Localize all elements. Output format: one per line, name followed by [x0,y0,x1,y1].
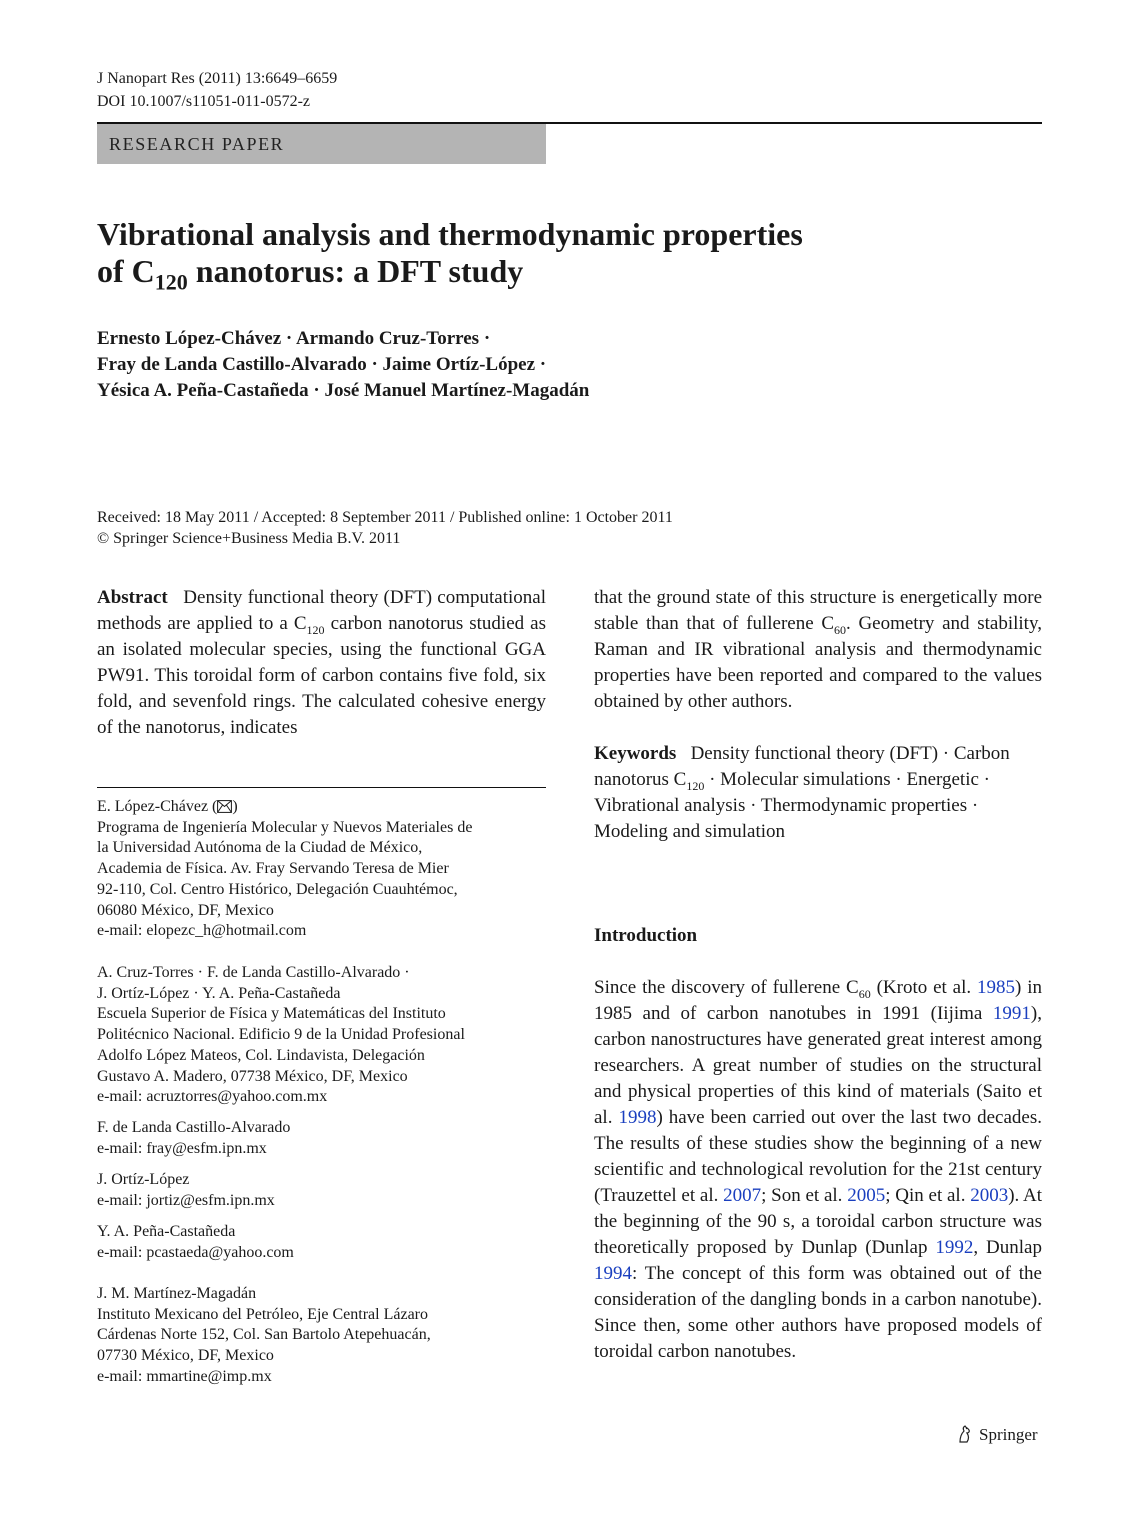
keywords-label: Keywords [594,743,677,764]
affiliation-6-line: 07730 México, DF, Mexico [97,1347,274,1365]
affiliation-6-line: Cárdenas Norte 152, Col. San Bartolo Atepehuacán, [97,1326,431,1344]
abstract-label: Abstract [97,587,168,608]
author-line-1: Ernesto López-Chávez · Armando Cruz-Torres · [97,328,491,349]
affiliation-5-name: Y. A. Peña-Castañeda [97,1223,236,1240]
citation-link[interactable]: 2003 [970,1185,1009,1206]
citation-link[interactable]: 1985 [977,977,1016,998]
citation-link[interactable]: 1991 [992,1003,1031,1024]
affiliation-2-line: J. Ortíz-López · Y. A. Peña-Castañeda [97,984,341,1002]
affiliation-1-name: E. López-Chávez ( ) [97,798,238,815]
affiliation-1-line: Academia de Física. Av. Fray Servando Teresa de Mier [97,860,449,878]
paper-title [97,216,997,300]
publisher-footer [955,1424,1038,1446]
springer-horse-icon [955,1424,975,1444]
affiliation-1 [97,797,546,942]
affiliation-2-line: Escuela Superior de Física y Matemáticas del Instituto [97,1005,446,1023]
abstract-continued: that the ground state of this structure is energetically more stable than that of fullerene $C_{60}$. Geometry and stability, Raman and IR vibrational analysis and thermodynamic properties have been reported and compared to the values obtained by other authors. [594,587,1042,712]
author-line-3: Yésica A. Peña-Castañeda · José Manuel Martínez-Magadán [97,380,590,401]
footnote-rule [97,787,546,788]
affiliation-4-name: J. Ortíz-López [97,1171,190,1188]
affiliation-1-line: Programa de Ingeniería Molecular y Nuevos Materiales de [97,818,473,836]
affiliation-6-line: Instituto Mexicano del Petróleo, Eje Central Lázaro [97,1305,428,1323]
affiliation-3 [97,1118,546,1159]
title-line-2: of $C_{120}$ nanotorus: a DFT study [97,253,524,295]
journal-volume: J Nanopart Res (2011) 13:6649–6659 [97,70,338,87]
affiliation-1-line: la Universidad Autónoma de la Ciudad de México, [97,839,423,857]
affiliation-4 [97,1170,546,1211]
affiliation-5 [97,1222,546,1263]
journal-citation [97,67,337,113]
affiliation-6 [97,1284,546,1388]
affiliation-6-email[interactable]: e-mail: mmartine@imp.mx [97,1367,272,1385]
title-line-1: Vibrational analysis and thermodynamic properties [97,216,803,252]
affiliation-2 [97,963,546,1108]
citation-link[interactable]: 1994 [594,1263,632,1284]
affiliation-3-email[interactable]: e-mail: fray@esfm.ipn.mx [97,1139,267,1157]
section-banner: RESEARCH PAPER [97,124,546,164]
author-list [97,326,997,404]
envelope-icon [217,800,232,813]
affiliation-6-name: J. M. Martínez-Magadán [97,1285,257,1302]
affiliation-5-email[interactable]: e-mail: pcastaeda@yahoo.com [97,1243,294,1261]
affiliation-3-name: F. de Landa Castillo-Alvarado [97,1119,291,1136]
affiliation-2-email[interactable]: e-mail: acruztorres@yahoo.com.mx [97,1088,328,1106]
introduction-heading: Introduction [594,925,698,946]
doi: DOI 10.1007/s11051-011-0572-z [97,93,311,110]
publication-dates [97,507,997,549]
introduction-paragraph: Since the discovery of fullerene $C_{60}$ (Kroto et al. 1985) in 1985 and of carbon nanotubes in 1991 (Iijima 1991), carbon nanostructures have generated great interest among researchers. A great number of studies on the structural and physical properties of this kind of materials (Saito et al. 1998) have been carried out over the last two decades. The results of these studies show the beginning of a new scientific and technological revolution for the 21st century (Trauzettel et al. 2007; Son et al. 2005; Qin et al. 2003). At the beginning of the 90 s, a toroidal carbon structure was theoretically proposed by Dunlap (Dunlap 1992, Dunlap 1994: The concept of this form was obtained out of the consideration of the dangling bonds in a carbon nanotube). Since then, some other authors have proposed models of toroidal carbon nanotubes. [594,977,1042,1362]
publisher-name: Springer [979,1425,1038,1444]
affiliation-4-email[interactable]: e-mail: jortiz@esfm.ipn.mx [97,1191,275,1209]
citation-link[interactable]: 2007 [723,1185,762,1206]
keywords: Keywords Density functional theory (DFT) · Carbon nanotorus $C_{120}$ · Molecular simulations · Energetic · Vibrational analysis · Thermodynamic properties · Modeling and simulation [594,743,1010,842]
affiliation-1-email[interactable]: e-mail: elopezc_h@hotmail.com [97,922,307,940]
affiliation-1-line: 06080 México, DF, Mexico [97,901,274,919]
citation-link[interactable]: 2005 [847,1185,886,1206]
affiliation-2-line: Gustavo A. Madero, 07738 México, DF, Mexico [97,1067,408,1085]
author-line-2: Fray de Landa Castillo-Alvarado · Jaime Ortíz-López · [97,354,547,375]
history-dates: Received: 18 May 2011 / Accepted: 8 September 2011 / Published online: 1 October 2011 [97,509,673,526]
copyright: © Springer Science+Business Media B.V. 2011 [97,530,401,547]
citation-link[interactable]: 1998 [618,1107,657,1128]
affiliation-2-line: Politécnico Nacional. Edificio 9 de la Unidad Profesional [97,1026,465,1044]
affiliation-2-line: Adolfo López Mateos, Col. Lindavista, Delegación [97,1046,425,1064]
affiliation-1-line: 92-110, Col. Centro Histórico, Delegación Cuauhtémoc, [97,880,458,898]
citation-link[interactable]: 1992 [935,1237,974,1258]
affiliation-2-line: A. Cruz-Torres · F. de Landa Castillo-Alvarado · [97,964,410,981]
abstract: Abstract Density functional theory (DFT) computational methods are applied to a $C_{120}$ carbon nanotorus studied as an isolated molecular species, using the functional GGA PW91. This toroidal form of carbon contains five fold, six fold, and sevenfold rings. The calculated cohesive energy of the nanotorus, indicates [97,587,547,738]
